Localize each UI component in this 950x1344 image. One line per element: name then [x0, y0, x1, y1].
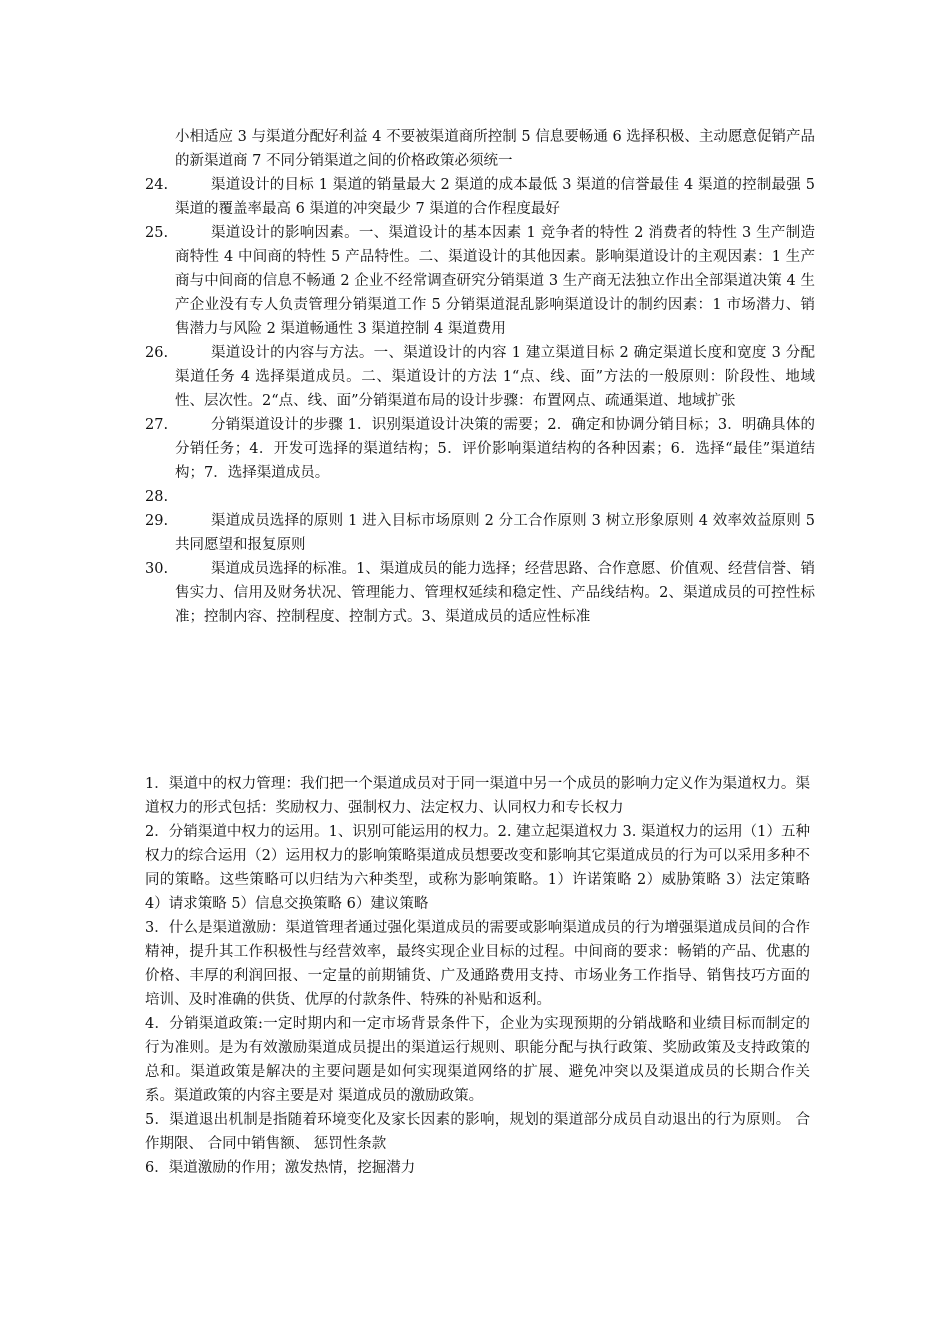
- paragraph: 4．分销渠道政策:一定时期内和一定市场背景条件下，企业为实现预期的分销战略和业绩目标而制定的行为准则。是为有效激励渠道成员提出的渠道运行规则、职能分配与执行政策、奖励政策及支持政策的总和。渠道政策是解决的主要问题是如何实现渠道网络的扩展、避免冲突以及渠道成员的长期合作关系。渠道政策的内容主要是对 渠道成员的激励政策。: [145, 1016, 810, 1104]
- paragraph: 5．渠道退出机制是指随着环境变化及家长因素的影响，规划的渠道部分成员自动退出的行为原则。 合作期限、 合同中销售额、 惩罚性条款: [145, 1112, 810, 1152]
- list-item-text: 渠道成员选择的原则 1 进入目标市场原则 2 分工合作原则 3 树立形象原则 4 效率效益原则 5 共同愿望和报复原则: [175, 513, 815, 553]
- list-item: [145, 509, 815, 557]
- list-item-number: 29.: [145, 513, 169, 529]
- list-item-text: 渠道成员选择的标准。1、渠道成员的能力选择；经营思路、合作意愿、价值观、经营信誉、销售实力、信用及财务状况、管理能力、管理权延续和稳定性、产品线结构。2、渠道成员的可控性标准；控制内容、控制程度、控制方式。3、渠道成员的适应性标准: [175, 561, 815, 625]
- paragraph: 2．分销渠道中权力的运用。1、识别可能运用的权力。2. 建立起渠道权力 3. 渠道权力的运用（1）五种权力的综合运用（2）运用权力的影响策略渠道成员想要改变和影响其它渠道成员的行为可以采用多种不同的策略。这些策略可以归结为六种类型，或称为影响策略。1）许诺策略 2）威胁策略 3）法定策略 4）请求策略 5）信息交换策略 6）建议策略: [145, 824, 810, 912]
- list-item-text: [175, 485, 815, 509]
- list-item-number: 28.: [145, 489, 169, 505]
- list-item-number: 27.: [145, 417, 169, 433]
- list-item-number: 30.: [145, 561, 169, 577]
- list-item: [145, 485, 815, 509]
- list-item-text: 渠道设计的目标 1 渠道的销量最大 2 渠道的成本最低 3 渠道的信誉最佳 4 渠道的控制最强 5 渠道的覆盖率最高 6 渠道的冲突最少 7 渠道的合作程度最好: [175, 177, 815, 217]
- list-item-number: 26.: [145, 345, 169, 361]
- list-item: [145, 341, 815, 413]
- list-item-text: 渠道设计的影响因素。一、渠道设计的基本因素 1 竞争者的特性 2 消费者的特性 3 生产制造商特性 4 中间商的特性 5 产品特性。二、渠道设计的其他因素。影响渠道设计的主观因素：1 生产商与中间商的信息不畅通 2 企业不经常调查研究分销渠道 3 生产商无法独立作出全部渠道决策 4 生产企业没有专人负责管理分销渠道工作 5 分销渠道混乱影响渠道设计的制约因素：1 市场潜力、销售潜力与风险 2 渠道畅通性 3 渠道控制 4 渠道费用: [175, 225, 815, 337]
- list-item: [145, 173, 815, 221]
- list-item-text: 渠道设计的内容与方法。一、渠道设计的内容 1 建立渠道目标 2 确定渠道长度和宽度 3 分配渠道任务 4 选择渠道成员。二、渠道设计的方法 1“点、线、面”方法的一般原则：阶段性、地域性、层次性。2“点、线、面”分销渠道布局的设计步骤：布置网点、疏通渠道、地域扩张: [175, 345, 815, 409]
- paragraph: 1．渠道中的权力管理：我们把一个渠道成员对于同一渠道中另一个成员的影响力定义作为渠道权力。渠道权力的形式包括：奖励权力、强制权力、法定权力、认同权力和专长权力: [145, 776, 810, 816]
- paragraph: 6．渠道激励的作用；激发热情，挖掘潜力: [145, 1160, 416, 1176]
- continuation-paragraph: 小相适应 3 与渠道分配好利益 4 不要被渠道商所控制 5 信息要畅通 6 选择积极、主动愿意促销产品的新渠道商 7 不同分销渠道之间的价格政策必须统一: [175, 129, 815, 169]
- paragraph: 3．什么是渠道激励：渠道管理者通过强化渠道成员的需要或影响渠道成员的行为增强渠道成员间的合作精神，提升其工作积极性与经营效率，最终实现企业目标的过程。中间商的要求：畅销的产品、优惠的价格、丰厚的利润回报、一定量的前期铺货、广及通路费用支持、市场业务工作指导、销售技巧方面的培训、及时准确的供货、优厚的付款条件、特殊的补贴和返利。: [145, 920, 810, 1008]
- list-item: [145, 557, 815, 629]
- list-item-number: 24.: [145, 177, 169, 193]
- second-section: [145, 772, 810, 1180]
- numbered-list: [145, 173, 815, 629]
- list-item-number: 25.: [145, 225, 169, 241]
- list-item: [145, 221, 815, 341]
- list-item: [145, 413, 815, 485]
- list-item-text: 分销渠道设计的步骤 1．识别渠道设计决策的需要；2．确定和协调分销目标；3．明确具体的分销任务；4．开发可选择的渠道结构；5．评价影响渠道结构的各种因素；6．选择“最佳”渠道结构；7．选择渠道成员。: [175, 417, 815, 481]
